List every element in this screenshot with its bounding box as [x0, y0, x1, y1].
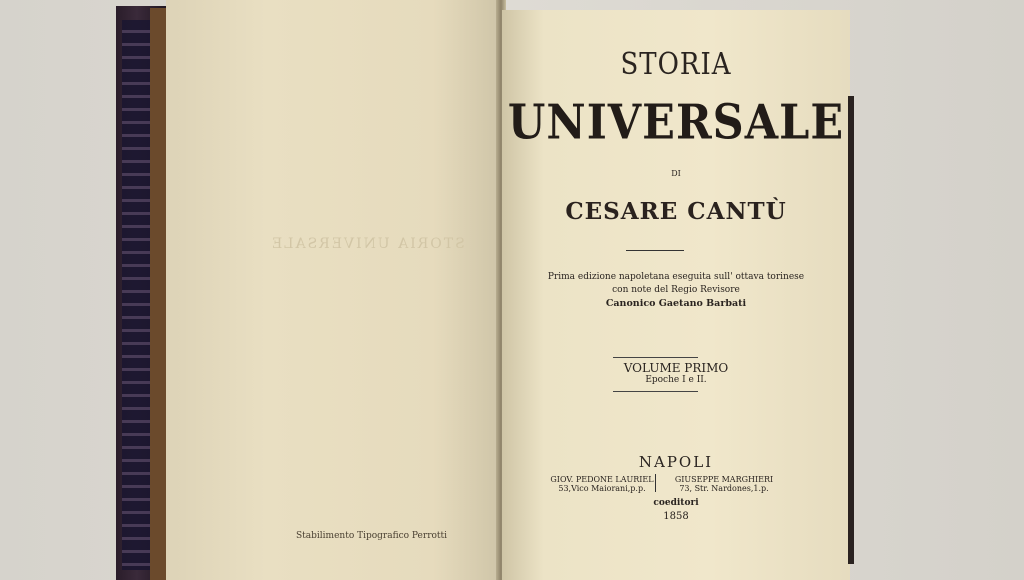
printer-imprint: Stabilimento Tipografico Perrotti — [296, 531, 448, 541]
page-edge-shadow — [848, 96, 854, 564]
volume-rule-bottom — [613, 391, 698, 392]
epoche-label: Epoche I e II. — [645, 375, 707, 385]
publication-year: 1858 — [663, 511, 689, 522]
publisher-right-name: GIUSEPPE MARGHIERI — [674, 475, 774, 484]
publisher-left-name: GIOV. PEDONE LAURIEL — [550, 475, 654, 484]
volume-rule-top — [613, 357, 698, 358]
publisher-divider — [655, 474, 656, 492]
publisher-right-address: 73, Str. Nardones,1.p. — [679, 484, 769, 493]
title-divider — [626, 250, 684, 251]
publisher-right — [664, 475, 784, 493]
edition-note-1: Prima edizione napoletana eseguita sull' ottava torinese — [547, 272, 805, 282]
volume-label: VOLUME PRIMO — [623, 361, 729, 375]
spine-decoration — [122, 20, 150, 570]
title-di: DI — [671, 169, 681, 178]
coeditori-label: coeditori — [653, 498, 699, 508]
author-name: CESARE CANTÙ — [565, 198, 787, 225]
bleed-through-text: STORIA UNIVERSALE — [270, 236, 465, 252]
publication-city: NAPOLI — [638, 453, 714, 471]
edition-note-2: con note del Regio Revisore — [612, 285, 740, 295]
reviser-name: Canonico Gaetano Barbati — [605, 298, 747, 309]
title-line-2: UNIVERSALE — [507, 95, 845, 151]
title-line-1: STORIA — [620, 47, 732, 83]
publisher-left — [540, 475, 664, 493]
publisher-left-address: 53,Vico Maiorani,p.p. — [558, 484, 646, 493]
left-page — [166, 0, 500, 580]
